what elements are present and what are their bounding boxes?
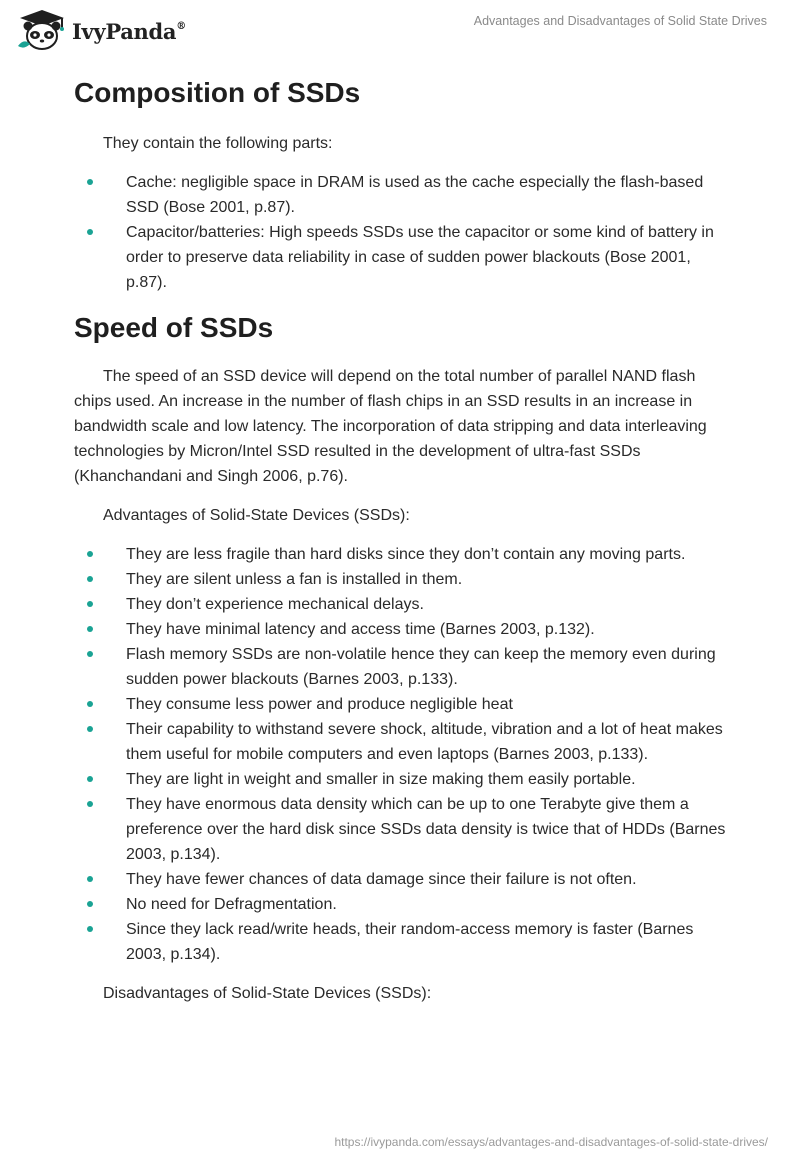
disadvantages-intro: Disadvantages of Solid-State Devices (SSDs): [103,985,432,1002]
bullet-icon [87,801,93,807]
list-item: They consume less power and produce negligible heat [74,692,734,717]
source-url[interactable]: https://ivypanda.com/essays/advantages-and-disadvantages-of-solid-state-drives/ [334,1135,768,1149]
bullet-icon [87,901,93,907]
bullet-icon [87,701,93,707]
list-item: Flash memory SSDs are non-volatile hence they can keep the memory even during sudden power blackouts (Barnes 2003, p.133). [74,642,734,692]
list-item: Since they lack read/write heads, their random-access memory is faster (Barnes 2003, p.134). [74,917,734,967]
bullet-icon [87,626,93,632]
bullet-icon [87,726,93,732]
list-item: Their capability to withstand severe shock, altitude, vibration and a lot of heat makes them useful for mobile computers and even laptops (Barnes 2003, p.133). [74,717,734,767]
list-item: They have enormous data density which can be up to one Terabyte give them a preference over the hard disk since SSDs data density is twice that of HDDs (Barnes 2003, p.134). [74,792,734,867]
list-item: They don’t experience mechanical delays. [74,592,734,617]
ivypanda-logo[interactable] [14,8,186,54]
bullet-icon [87,876,93,882]
list-item: Cache: negligible space in DRAM is used as the cache especially the flash-based SSD (Bose 2001, p.87). [74,170,734,220]
bullet-icon [87,926,93,932]
heading-composition: Composition of SSDs [74,77,361,108]
list-item: They have minimal latency and access time (Barnes 2003, p.132). [74,617,734,642]
composition-list [74,170,734,295]
heading-speed: Speed of SSDs [74,312,274,343]
list-item: They are silent unless a fan is installed in them. [74,567,734,592]
article-body [74,72,734,1006]
page-header [0,0,800,60]
bullet-icon [87,179,93,185]
list-item: No need for Defragmentation. [74,892,734,917]
advantages-list [74,542,734,967]
bullet-icon [87,551,93,557]
list-item: They are less fragile than hard disks since they don’t contain any moving parts. [74,542,734,567]
bullet-icon [87,776,93,782]
advantages-intro: Advantages of Solid-State Devices (SSDs): [103,507,410,524]
composition-intro: They contain the following parts: [103,135,333,152]
bullet-icon [87,229,93,235]
document-title: Advantages and Disadvantages of Solid State Drives [473,14,767,28]
bullet-icon [87,576,93,582]
brand-name: IvyPanda® [72,18,186,44]
list-item: They have fewer chances of data damage since their failure is not often. [74,867,734,892]
bullet-icon [87,651,93,657]
speed-paragraph: The speed of an SSD device will depend on the total number of parallel NAND flash chips used. An increase in the number of flash chips in an SSD results in an increase in bandwidth scale and low latency. The incorporation of data stripping and data interleaving technologies by Micron/Intel SSD resulted in the development of ultra-fast SSDs (Khanchandani and Singh 2006, p.76). [74,368,707,485]
panda-graduate-icon [14,8,70,54]
list-item: Capacitor/batteries: High speeds SSDs use the capacitor or some kind of battery in order to preserve data reliability in case of sudden power blackouts (Bose 2001, p.87). [74,220,734,295]
list-item: They are light in weight and smaller in size making them easily portable. [74,767,734,792]
bullet-icon [87,601,93,607]
